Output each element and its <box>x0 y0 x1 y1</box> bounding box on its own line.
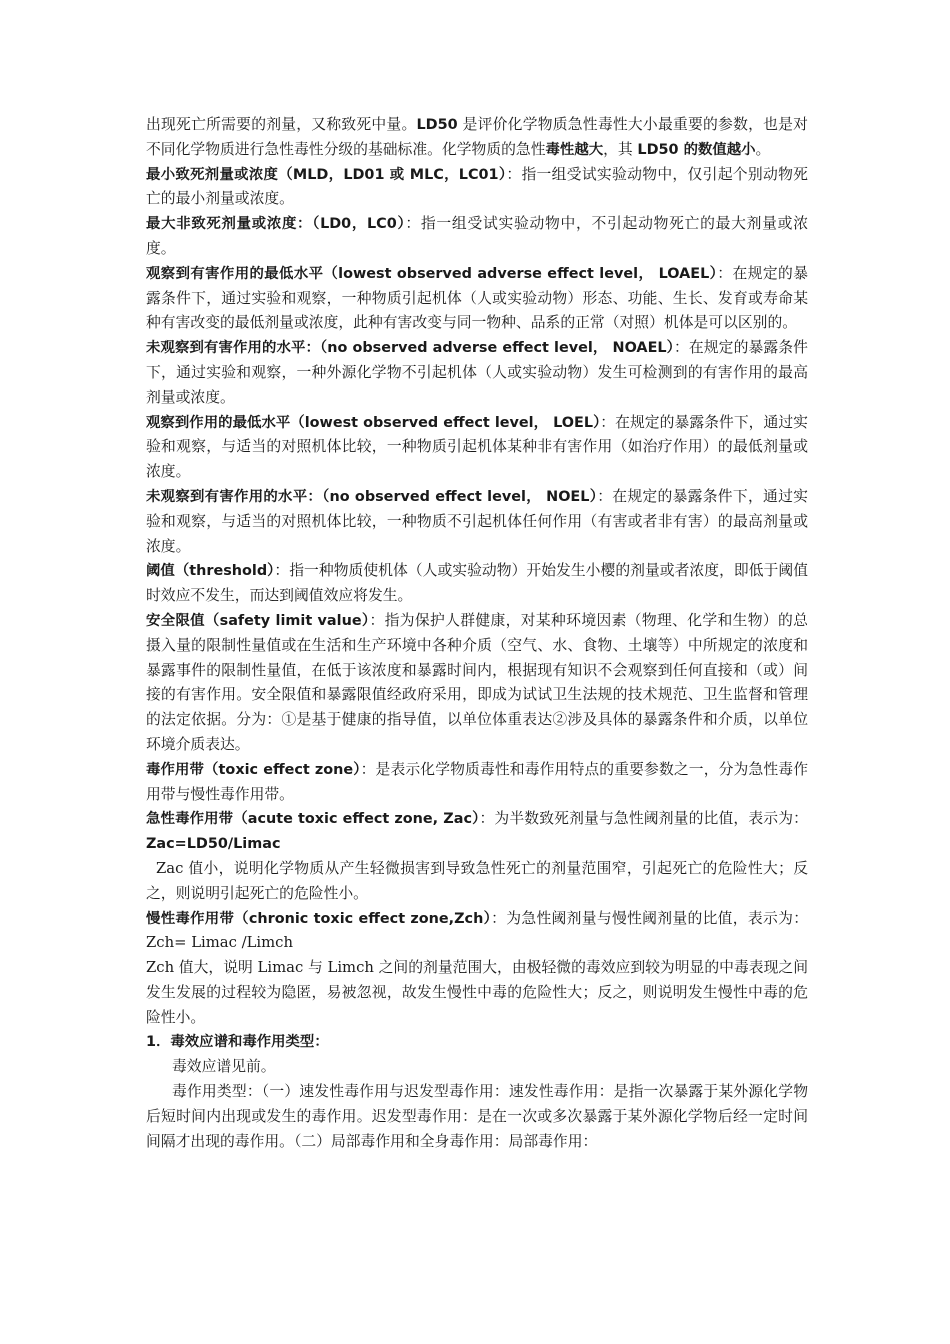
paragraph <box>146 163 808 213</box>
body-text: ：在规定的暴露条件下，通过实验和观察，与适当的对照机体比较，一种物质不引起机体任何作用（有害或者非有害）的最高剂量或浓度。 <box>146 487 808 555</box>
paragraph <box>146 758 808 808</box>
term-bold-text: 最大非致死剂量或浓度：（LD0，LC0） <box>146 216 406 233</box>
term-bold-text: 急性毒作用带（acute toxic effect zone, Zac） <box>146 811 480 828</box>
paragraph <box>146 559 808 609</box>
body-text: Zac 值小，说明化学物质从产生轻微损害到导致急性死亡的剂量范围窄，引起死亡的危险性大；反之，则说明引起死亡的危险性小。 <box>146 859 808 902</box>
term-bold-text: LD50 <box>416 117 458 133</box>
body-text: 。 <box>755 140 771 158</box>
paragraph <box>146 609 808 758</box>
body-text: Zch 值大，说明 Limac 与 Limch 之间的剂量范围大，由极轻微的毒效应到较为明显的中毒表现之间发生发展的过程较为隐匿，易被忽视，故发生慢性中毒的危险性大；反之，则说明发生慢性中毒的危险性小。 <box>146 959 808 1026</box>
paragraph <box>146 336 808 410</box>
term-bold-text: 观察到作用的最低水平（lowest observed effect level， LOEL） <box>146 414 601 431</box>
term-bold-text: Zac=LD50/Limac <box>146 836 281 853</box>
body-text: ，其 <box>603 140 638 158</box>
body-text: ：在规定的暴露条件下，通过实验和观察，一种外源化学物不引起机体（人或实验动物）发生可检测到的有害作用的最高剂量或浓度。 <box>146 339 808 406</box>
body-text: ：指一组受试实验动物中，仅引起个别动物死亡的最小剂量或浓度。 <box>146 165 808 208</box>
paragraph <box>146 1055 808 1080</box>
body-text: ：指一组受试实验动物中，不引起动物死亡的最大剂量或浓度。 <box>146 215 808 257</box>
paragraph <box>146 411 808 485</box>
document-page <box>146 113 808 1154</box>
paragraph <box>146 857 808 907</box>
body-text: 出现死亡所需要的剂量，又称致死中量。 <box>146 116 417 133</box>
term-bold-text: 阈值（threshold） <box>146 563 275 580</box>
term-bold-text: 最小致死剂量或浓度（MLD，LD01 或 MLC，LC01） <box>146 166 507 183</box>
body-text: ：为急性阈剂量与慢性阈剂量的比值，表示为：Zch= Limac /Limch <box>146 909 808 952</box>
body-text: ：在规定的暴露条件下，通过实验和观察，一种物质引起机体（人或实验动物）形态、功能、生长、发育或寿命某种有害改变的最低剂量或浓度，此种有害改变与同一物种、品系的正常（对照）机体是可以区别的。 <box>146 264 808 332</box>
term-bold-text: 毒作用带（toxic effect zone） <box>146 761 361 778</box>
term-bold-text: 毒性越大 <box>545 141 604 158</box>
term-bold-text: 1．毒效应谱和毒作用类型： <box>146 1034 329 1051</box>
term-bold-text: 安全限值（safety limit value） <box>146 612 370 629</box>
paragraph <box>146 1080 808 1154</box>
body-text: ：是表示化学物质毒性和毒作用特点的重要参数之一，分为急性毒作用带与慢性毒作用带。 <box>146 760 808 803</box>
paragraph <box>146 262 808 336</box>
body-text: ：在规定的暴露条件下，通过实验和观察，与适当的对照机体比较，一种物质引起机体某种非有害作用（如治疗作用）的最低剂量或浓度。 <box>146 413 808 481</box>
paragraph <box>146 956 808 1030</box>
body-text: ：为半数致死剂量与急性阈剂量的比值，表示为： <box>479 810 808 828</box>
paragraph <box>146 807 808 857</box>
paragraph <box>146 485 808 559</box>
paragraph <box>146 907 808 957</box>
body-text: 毒作用类型：（一）速发性毒作用与迟发型毒作用：速发性毒作用：是指一次暴露于某外源化学物后短时间内出现或发生的毒作用。迟发型毒作用：是在一次或多次暴露于某外源化学物后经一定时间间隔才出现的毒作用。（二）局部毒作用和全身毒作用：局部毒作用： <box>146 1083 808 1150</box>
term-bold-text: LD50 的数值越小 <box>637 141 756 158</box>
term-bold-text: 观察到有害作用的最低水平（lowest observed adverse effect level， LOAEL） <box>146 265 718 282</box>
body-text: ：指为保护人群健康，对某种环境因素（物理、化学和生物）的总摄入量的限制性量值或在生活和生产环境中各种介质（空气、水、食物、土壤等）中所规定的浓度和暴露事件的限制性量值，在低于该浓度和暴露时间内，根据现有知识不会观察到任何直接和（或）间接的有害作用。安全限值和暴露限值经政府采用，即成为试试卫生法规的技术规范、卫生监督和管理的法定依据。分为：①是基于健康的指导值，以单位体重表达②涉及具体的暴露条件和介质，以单位环境介质表达。 <box>146 611 808 753</box>
paragraph <box>146 1030 808 1055</box>
term-bold-text: 慢性毒作用带（chronic toxic effect zone,Zch） <box>146 910 492 927</box>
paragraph <box>146 113 808 163</box>
body-text: ：指一种物质使机体（人或实验动物）开始发生小樱的剂量或者浓度，即低于阈值时效应不发生，而达到阈值效应将发生。 <box>146 562 808 605</box>
paragraph <box>146 212 808 262</box>
body-text: 是评价化学物质急性毒性大小最重要的参数，也是对不同化学物质进行急性毒性分级的基础标准。化学物质的急性 <box>146 116 808 158</box>
term-bold-text: 未观察到有害作用的水平：（no observed adverse effect level， NOAEL） <box>146 340 674 357</box>
body-text: 毒效应谱见前。 <box>172 1058 276 1076</box>
term-bold-text: 未观察到有害作用的水平：（no observed effect level， NOEL） <box>146 488 598 505</box>
